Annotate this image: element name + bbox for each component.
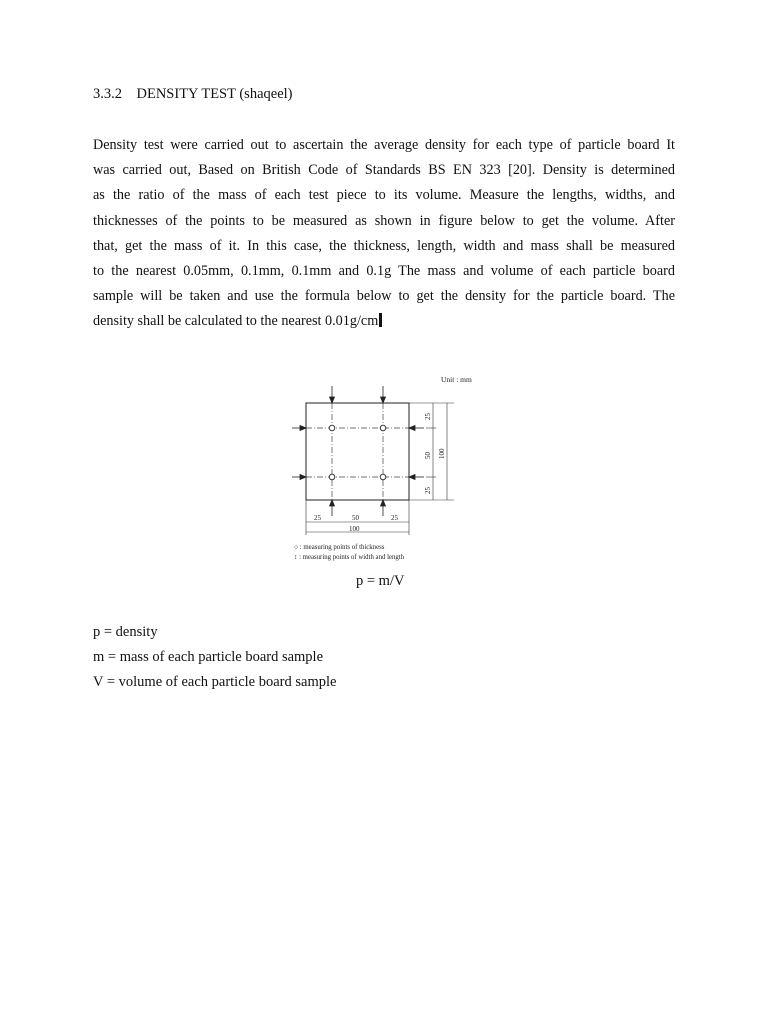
dim-100-bottom: 100: [349, 525, 360, 533]
paragraph-line: thicknesses of the points to be measured as shown in figure below to get the volume. After: [93, 212, 675, 229]
left-arrows: [292, 426, 306, 480]
specimen-outline: [306, 403, 409, 500]
definition-item: V = volume of each particle board sample: [93, 674, 337, 690]
paragraph-line: Density test were carried out to ascertain the average density for each type of particle board It: [93, 137, 675, 153]
thickness-points: [329, 425, 386, 480]
definition-item: m = mass of each particle board sample: [93, 649, 324, 665]
top-arrows: [330, 386, 386, 403]
paragraph-line-last: [93, 309, 675, 334]
right-arrows: [409, 426, 424, 480]
dim-bot-25: 25: [424, 487, 432, 494]
center-lines: [306, 403, 409, 500]
section-heading: [93, 86, 292, 103]
definition-item: p = density: [93, 624, 158, 640]
section-number: 3.3.2: [93, 86, 122, 102]
density-formula: p = m/V: [356, 573, 405, 589]
paragraph-line: that, get the mass of it. In this case, the thickness, length, width and mass shall be measured: [93, 237, 675, 254]
dim-top-25: 25: [424, 413, 432, 420]
paragraph-line: as the ratio of the mass of each test piece to its volume. Measure the lengths, widths, and: [93, 187, 675, 204]
legend-width-length: ↕ : measuring points of width and length: [294, 554, 405, 561]
paragraph-line: was carried out, Based on British Code of Standards BS EN 323 [20]. Density is determined: [93, 162, 675, 179]
body-paragraph: [93, 133, 675, 335]
definitions-list: [93, 620, 336, 695]
dim-right-25: 25: [391, 514, 398, 522]
paragraph-line: sample will be taken and use the formula below to get the density for the particle board. The: [93, 288, 675, 305]
text-cursor: [379, 313, 382, 327]
dim-mid-50: 50: [424, 452, 432, 459]
section-title: DENSITY TEST (shaqeel): [136, 86, 293, 102]
dim-100-right: 100: [438, 448, 446, 459]
dim-left-25: 25: [314, 514, 321, 522]
dim-center-50: 50: [352, 514, 359, 522]
legend-thickness: ○ : measuring points of thickness: [294, 544, 385, 551]
measurement-diagram: [284, 368, 494, 568]
unit-label: Unit : mm: [441, 375, 472, 384]
paragraph-line-text: density shall be calculated to the nearest 0.01g/cm: [93, 313, 379, 330]
paragraph-line: to the nearest 0.05mm, 0.1mm, 0.1mm and 0.1g The mass and volume of each particle board: [93, 263, 675, 280]
measurement-diagram-svg: [284, 368, 494, 568]
